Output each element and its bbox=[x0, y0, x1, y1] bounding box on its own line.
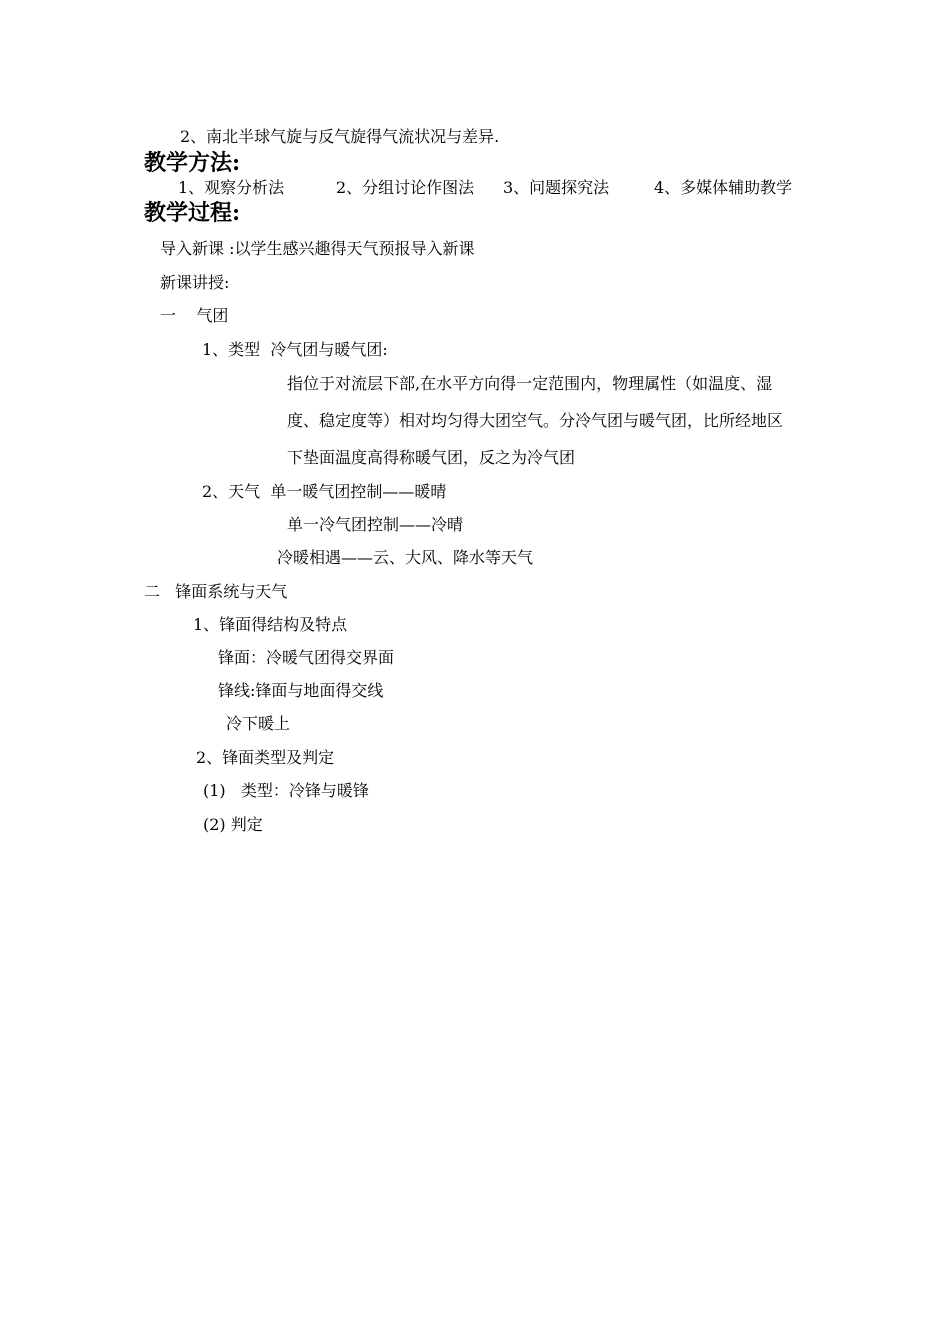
weather-warm: 2、天气 单一暖气团控制——暖晴 bbox=[202, 482, 447, 501]
front-types-judgment: 2、锋面类型及判定 bbox=[196, 748, 335, 767]
section-2-title: 二 锋面系统与天气 bbox=[144, 582, 288, 601]
process-heading: 教学过程: bbox=[144, 200, 241, 226]
front-structure: 1、锋面得结构及特点 bbox=[193, 615, 348, 634]
weather-mix: 冷暖相遇——云、大风、降水等天气 bbox=[277, 548, 534, 567]
cold-below-warm-above: 冷下暖上 bbox=[226, 714, 291, 733]
method-1: 1、观察分析法 bbox=[178, 178, 285, 197]
weather-cold: 单一冷气团控制——冷晴 bbox=[287, 515, 464, 534]
definition-line-2: 度、稳定度等）相对均匀得大团空气。分冷气团与暖气团，比所经地区 bbox=[287, 411, 784, 430]
front-surface: 锋面：冷暖气团得交界面 bbox=[218, 648, 395, 667]
air-mass-types: 1、类型 冷气团与暖气团: bbox=[202, 340, 388, 359]
front-line: 锋线:锋面与地面得交线 bbox=[218, 681, 384, 700]
objective-2: 2、南北半球气旋与反气旋得气流状况与差异. bbox=[180, 127, 500, 146]
method-3: 3、问题探究法 bbox=[503, 178, 610, 197]
front-judge: (2) 判定 bbox=[203, 815, 263, 834]
methods-heading: 教学方法: bbox=[144, 150, 241, 176]
intro-line: 导入新课 :以学生感兴趣得天气预报导入新课 bbox=[160, 239, 475, 258]
method-4: 4、多媒体辅助教学 bbox=[654, 178, 793, 197]
definition-line-1: 指位于对流层下部,在水平方向得一定范围内，物理属性（如温度、湿 bbox=[287, 374, 773, 393]
method-2: 2、分组讨论作图法 bbox=[336, 178, 475, 197]
front-kinds: (1) 类型：冷锋与暖锋 bbox=[203, 781, 369, 800]
section-1-title: 一 气团 bbox=[160, 306, 229, 325]
definition-line-3: 下垫面温度高得称暖气团，反之为冷气团 bbox=[287, 448, 576, 467]
new-lesson-line: 新课讲授: bbox=[160, 273, 230, 292]
